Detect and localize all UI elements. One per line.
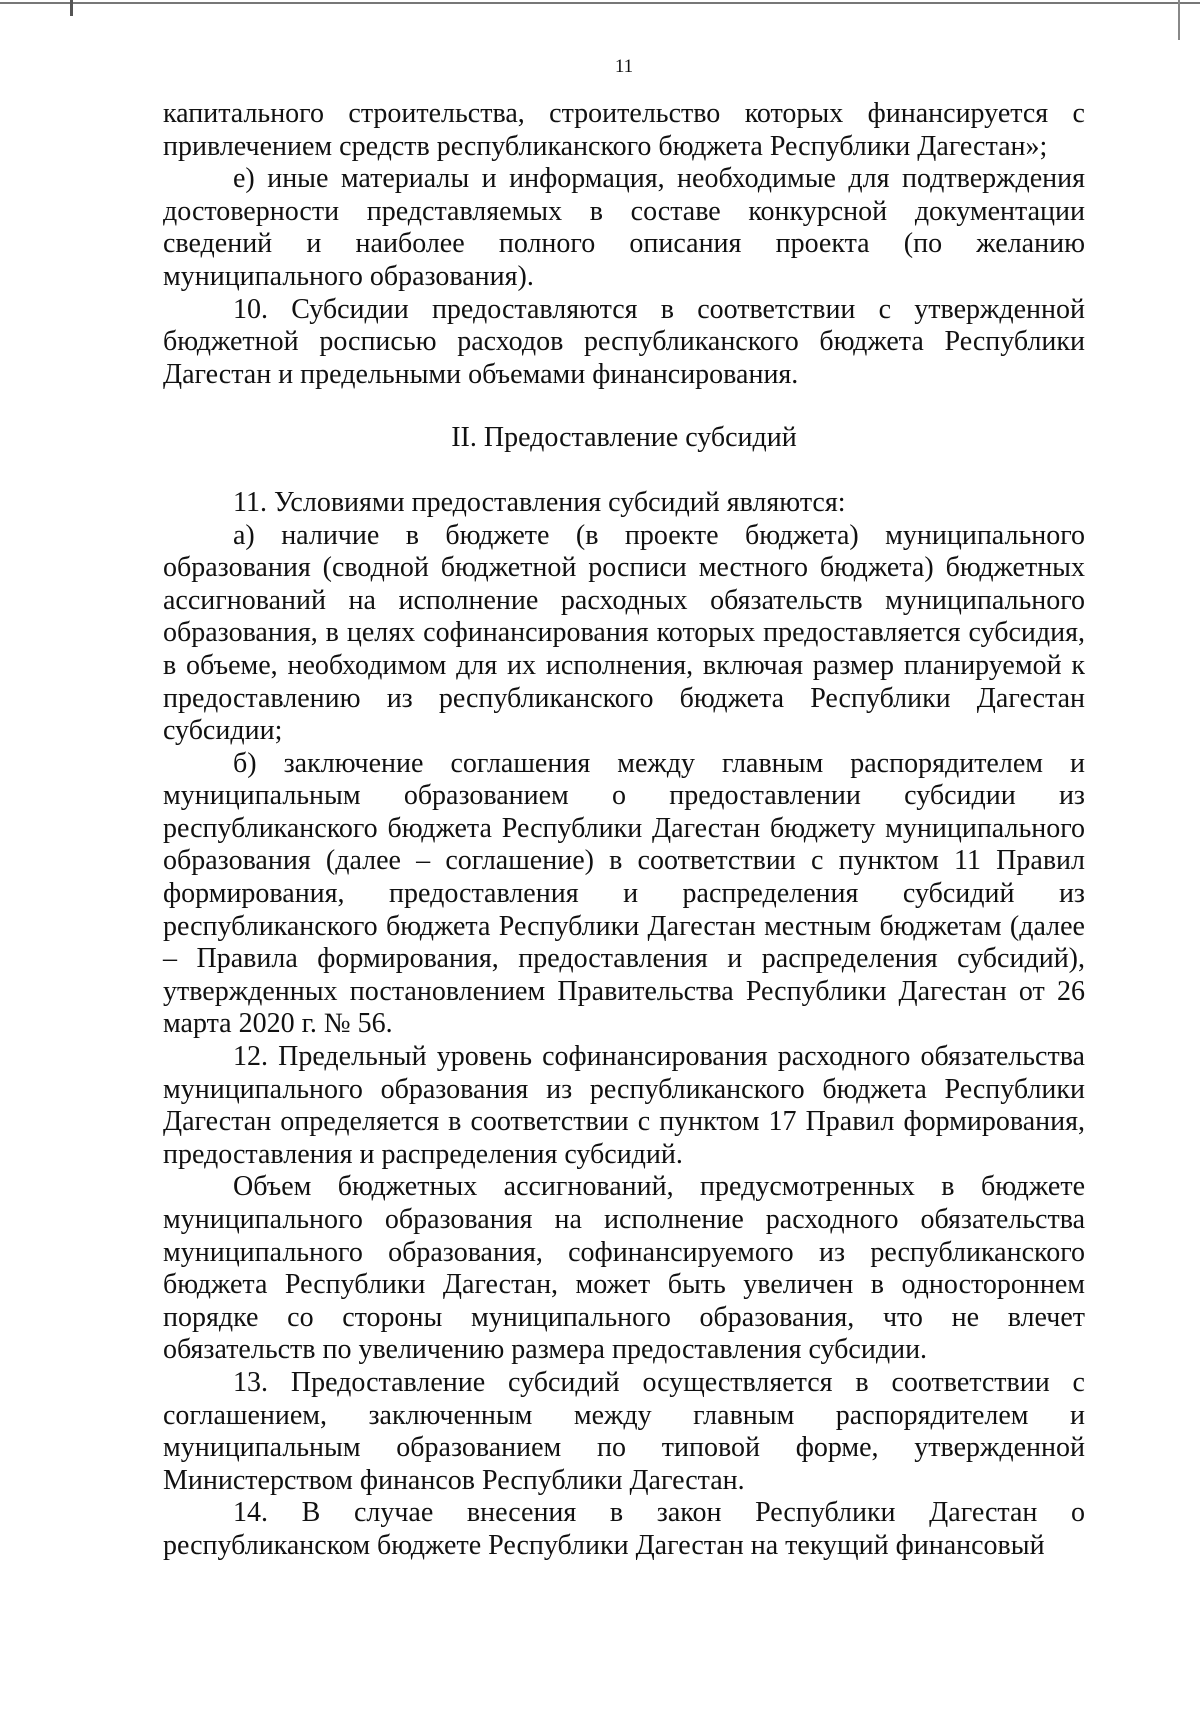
paragraph-12: 12. Предельный уровень софинансирования расходного обязательства муниципального образования из республиканского бюджета Республики Дагестан определяется в соответствии с пунктом 17 Правил формирования, предоставления и распределения субсидий. <box>163 1041 1085 1170</box>
document-page <box>163 55 1085 1563</box>
section-heading: II. Предоставление субсидий <box>451 422 797 454</box>
paragraph-12-volume: Объем бюджетных ассигнований, предусмотренных в бюджете муниципального образования на исполнение расходного обязательства муниципального образования, софинансируемого из республиканского бюджета Республики Дагестан, может быть увеличен в одностороннем порядке со стороны муниципального образования, что не влечет обязательств по увеличению размера предоставления субсидии. <box>163 1171 1085 1366</box>
scan-edge-line <box>0 2 1200 4</box>
paragraph-14: 14. В случае внесения в закон Республики Дагестан о республиканском бюджете Республики Дагестан на текущий финансовый <box>163 1497 1085 1561</box>
page-number: 11 <box>614 56 634 77</box>
paragraph-13: 13. Предоставление субсидий осуществляется в соответствии с соглашением, заключенным между главным распорядителем и муниципальным образованием по типовой форме, утвержденной Министерством финансов Республики Дагестан. <box>163 1366 1085 1496</box>
paragraph-10: 10. Субсидии предоставляются в соответствии с утвержденной бюджетной росписью расходов республиканского бюджета Республики Дагестан и предельными объемами финансирования. <box>163 293 1085 390</box>
paragraph-item-e: е) иные материалы и информация, необходимые для подтверждения достоверности представляемых в составе конкурсной документации сведений и наиболее полного описания проекта (по желанию муниципального образования). <box>163 163 1085 292</box>
paragraph-11: 11. Условиями предоставления субсидий являются: <box>233 486 846 518</box>
paragraph-continuation: капитального строительства, строительство которых финансируется с привлечением средств республиканского бюджета Республики Дагестан»; <box>163 98 1085 162</box>
paragraph-11-a: а) наличие в бюджете (в проекте бюджета) муниципального образования (сводной бюджетной росписи местного бюджета) бюджетных ассигнований на исполнение расходных обязательств муниципального образования, в целях софинансирования которых предоставляется субсидия, в объеме, необходимом для их исполнения, включая размер планируемой к предоставлению из республиканского бюджета Республики Дагестан субсидии; <box>163 519 1085 747</box>
paragraph-11-b: б) заключение соглашения между главным распорядителем и муниципальным образованием о предоставлении субсидии из республиканского бюджета Республики Дагестан бюджету муниципального образования (далее – соглашение) в соответствии с пунктом 11 Правил формирования, предоставления и распределения субсидий из республиканского бюджета Республики Дагестан местным бюджетам (далее – Правила формирования, предоставления и распределения субсидий), утвержденных постановлением Правительства Республики Дагестан от 26 марта 2020 г. № 56. <box>163 747 1085 1040</box>
scan-artifact-mark <box>1178 0 1180 40</box>
scan-artifact-mark <box>70 0 73 16</box>
